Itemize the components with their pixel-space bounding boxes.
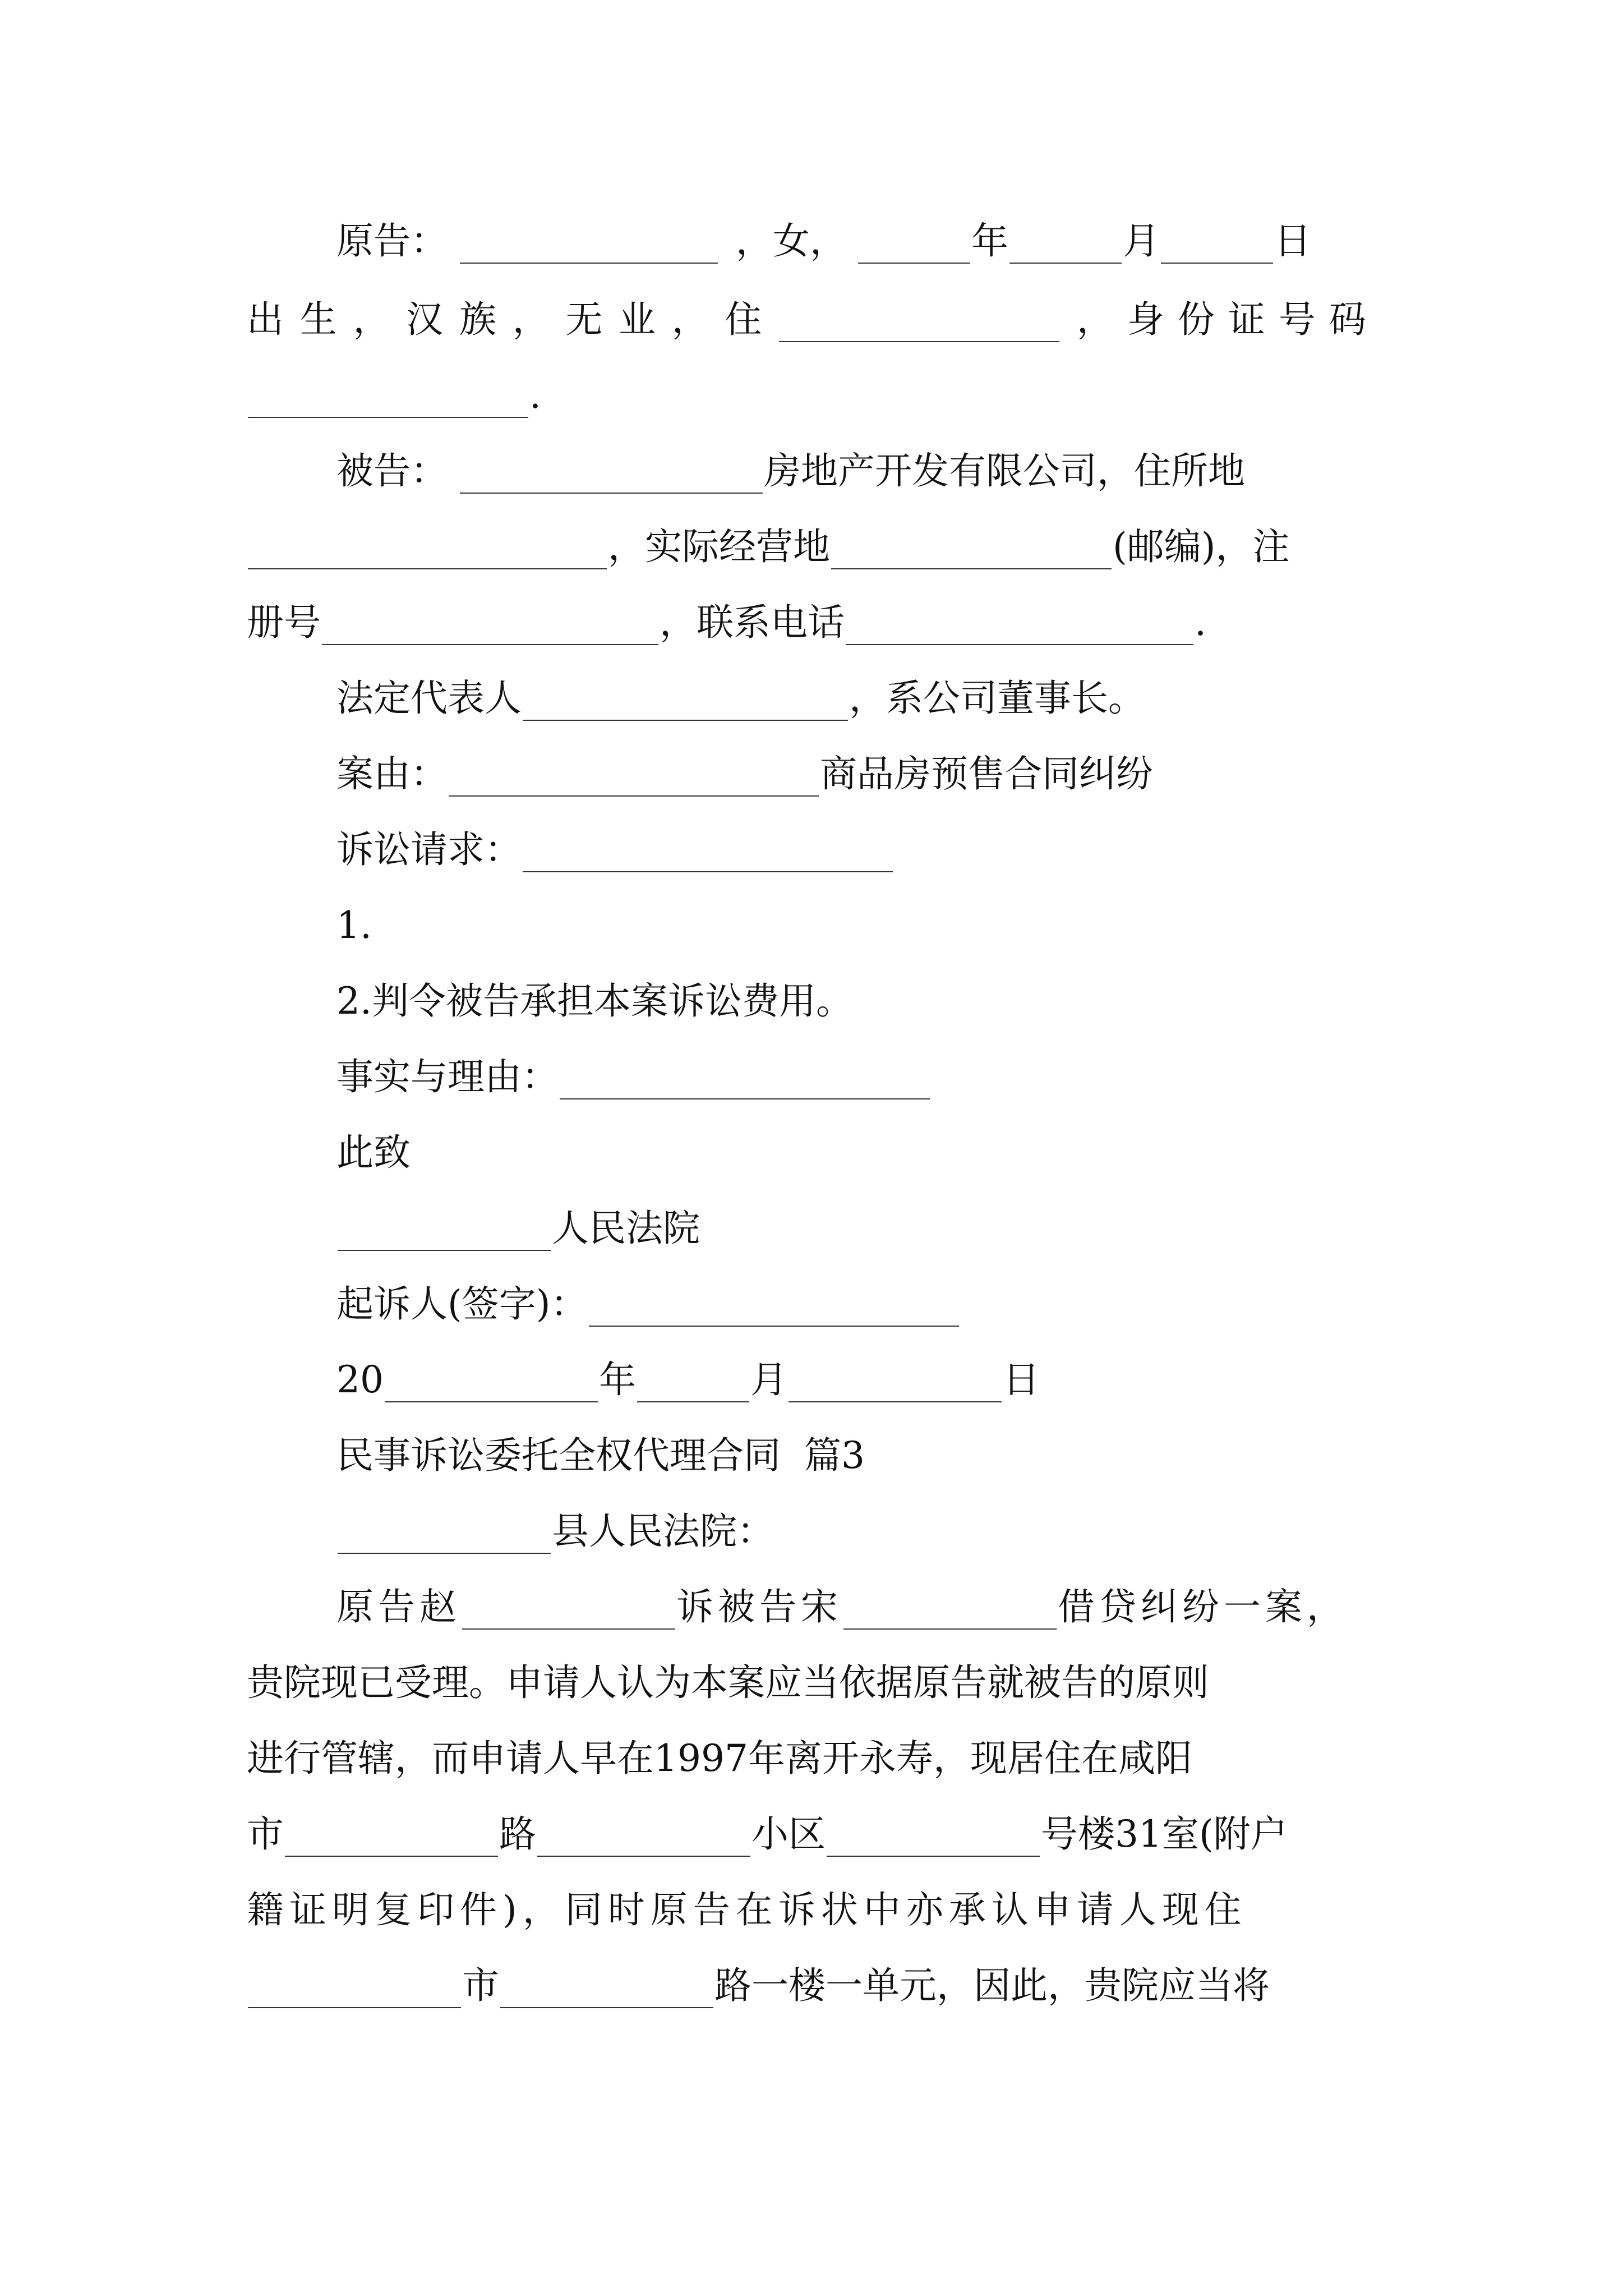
court-text: 人民法院 [552,1207,700,1250]
section3-addressee: 县人民法院： [552,1510,774,1553]
plaintiff-gender: ，女， [736,219,847,263]
plaintiff-zhao-blank[interactable] [462,1597,675,1630]
plaintiff-line-3 [247,373,583,418]
salute-line [336,1130,561,1175]
plaintiff-word: 无 [565,298,603,341]
city-blank[interactable] [248,1976,461,2008]
section3-addressee-line [336,1509,1009,1554]
defendant-company-blank[interactable] [460,461,763,494]
birth-month-blank[interactable] [1009,231,1122,264]
section3-title-line [336,1433,1178,1478]
facts-blank[interactable] [560,1067,930,1099]
claims-label: 诉讼请求： [336,828,522,871]
defendant-phone-blank[interactable] [846,613,1193,645]
legal-rep-blank[interactable] [523,688,848,721]
plaintiff-name-blank[interactable] [460,231,718,264]
defendant-company: 房地产开发有限公司，住所地 [764,449,1245,493]
claim-item-2-text: 2.判令被告承担本案诉讼费用。 [336,979,853,1023]
building-blank[interactable] [827,1824,1040,1857]
signer-label: 起诉人(签字)： [336,1282,588,1326]
court-blank[interactable] [338,1218,551,1251]
signer-blank[interactable] [589,1294,959,1327]
defendant-phone-label: ，联系电话 [660,601,845,644]
defendant-postal: (邮编)，注 [1113,525,1290,568]
section3-p1-a: 原告赵 [336,1585,461,1628]
county-court-blank[interactable] [338,1521,551,1554]
facts-label: 事实与理由： [336,1055,559,1098]
date-day-blank[interactable] [789,1370,1002,1402]
district-blank[interactable] [537,1824,750,1857]
facts-line [336,1055,1178,1099]
plaintiff-line-1 [336,219,1380,264]
date-year-label: 年 [598,1358,636,1401]
date-day-label: 日 [1002,1358,1040,1401]
defendant-line-3 [247,600,1312,645]
date-month-label: 月 [750,1358,787,1401]
claim-item-2 [336,979,1346,1024]
date-prefix: 20 [336,1358,384,1401]
section3-title: 民事诉讼委托全权代理合同 篇3 [336,1434,865,1477]
defendant-address-blank[interactable] [248,537,607,569]
court-line [336,1206,1009,1251]
signer-line [336,1282,1178,1327]
defendant-reg-label: 册号 [247,601,321,644]
plaintiff-label: 原告： [336,219,448,263]
birth-year-label: 年 [971,219,1008,263]
case-cause-value: 商品房预售合同纠纷 [820,752,1153,795]
legal-rep-line [336,676,1346,721]
defendant-line-1 [336,449,1380,494]
plaintiff-word: 出 [247,298,284,341]
defendant-label: 被告： [336,449,448,493]
legal-rep-label: 法定代表人 [336,677,522,720]
plaintiff-address-blank[interactable] [779,310,1059,342]
defendant-line-2 [247,524,1380,569]
plaintiff-word: 汉 [406,298,444,341]
birth-day-blank[interactable] [1161,231,1273,264]
section3-p3-text: 进行管辖，而申请人早在1997年离开永寿，现居住在咸阳 [247,1737,1192,1780]
section3-p4-c: 小区 [751,1812,826,1856]
section3-p4-b: 路 [499,1812,536,1856]
salute-text: 此致 [336,1131,411,1174]
section3-p3 [247,1736,1385,1781]
legal-rep-role: ，系公司董事长。 [849,677,1145,720]
defendant-song-blank[interactable] [843,1597,1057,1630]
section3-p1-c: 借贷纠纷一案， [1058,1585,1348,1628]
claim-item-1-text: 1. [336,904,372,947]
plaintiff-id-label: ，身份证号码 [1076,298,1380,341]
birth-month-label: 月 [1123,219,1160,263]
plaintiff-word: ， [671,298,709,341]
road-2-blank[interactable] [500,1976,713,2008]
plaintiff-word: 住 [725,298,762,341]
section3-p1 [336,1585,1385,1630]
claim-item-1 [336,903,561,948]
defendant-actual-label: ，实际经营地 [608,525,830,568]
section3-p2-text: 贵院现已受理。申请人认为本案应当依据原告就被告的原则 [247,1661,1209,1704]
birth-year-blank[interactable] [858,231,970,264]
road-blank[interactable] [285,1824,498,1857]
defendant-end: . [1195,601,1206,644]
section3-p4-d: 号楼31室(附户 [1041,1812,1288,1856]
defendant-actual-blank[interactable] [831,537,1112,569]
plaintiff-end: . [529,374,541,417]
plaintiff-word: 生 [299,298,337,341]
case-cause-line [336,752,1346,797]
plaintiff-id-blank[interactable] [248,385,528,418]
section3-p1-b: 诉被告宋 [676,1585,842,1628]
plaintiff-line-2 [247,297,1380,342]
birth-day-label: 日 [1274,219,1311,263]
plaintiff-word: 族 [459,298,496,341]
section3-p6-b: 路一楼一单元，因此，贵院应当将 [714,1964,1270,2007]
defendant-reg-blank[interactable] [322,613,658,645]
date-line [336,1358,1178,1402]
section3-p4-a: 市 [247,1812,284,1856]
case-cause-label: 案由： [336,752,448,795]
plaintiff-word: ， [512,298,550,341]
plaintiff-word: ， [353,298,390,341]
case-cause-blank[interactable] [449,764,819,797]
section3-p6-a: 市 [462,1964,499,2007]
date-year-blank[interactable] [385,1370,598,1402]
section3-p2 [247,1660,1385,1705]
section3-p5 [247,1888,1385,1932]
section3-p4 [247,1812,1385,1857]
section3-p5-text: 籍证明复印件)，同时原告在诉状中亦承认申请人现住 [247,1888,1247,1931]
claims-blank[interactable] [523,840,893,872]
plaintiff-word: 业 [619,298,656,341]
claims-line [336,827,1122,872]
date-month-blank[interactable] [637,1370,749,1402]
section3-p6 [247,1963,1385,2008]
